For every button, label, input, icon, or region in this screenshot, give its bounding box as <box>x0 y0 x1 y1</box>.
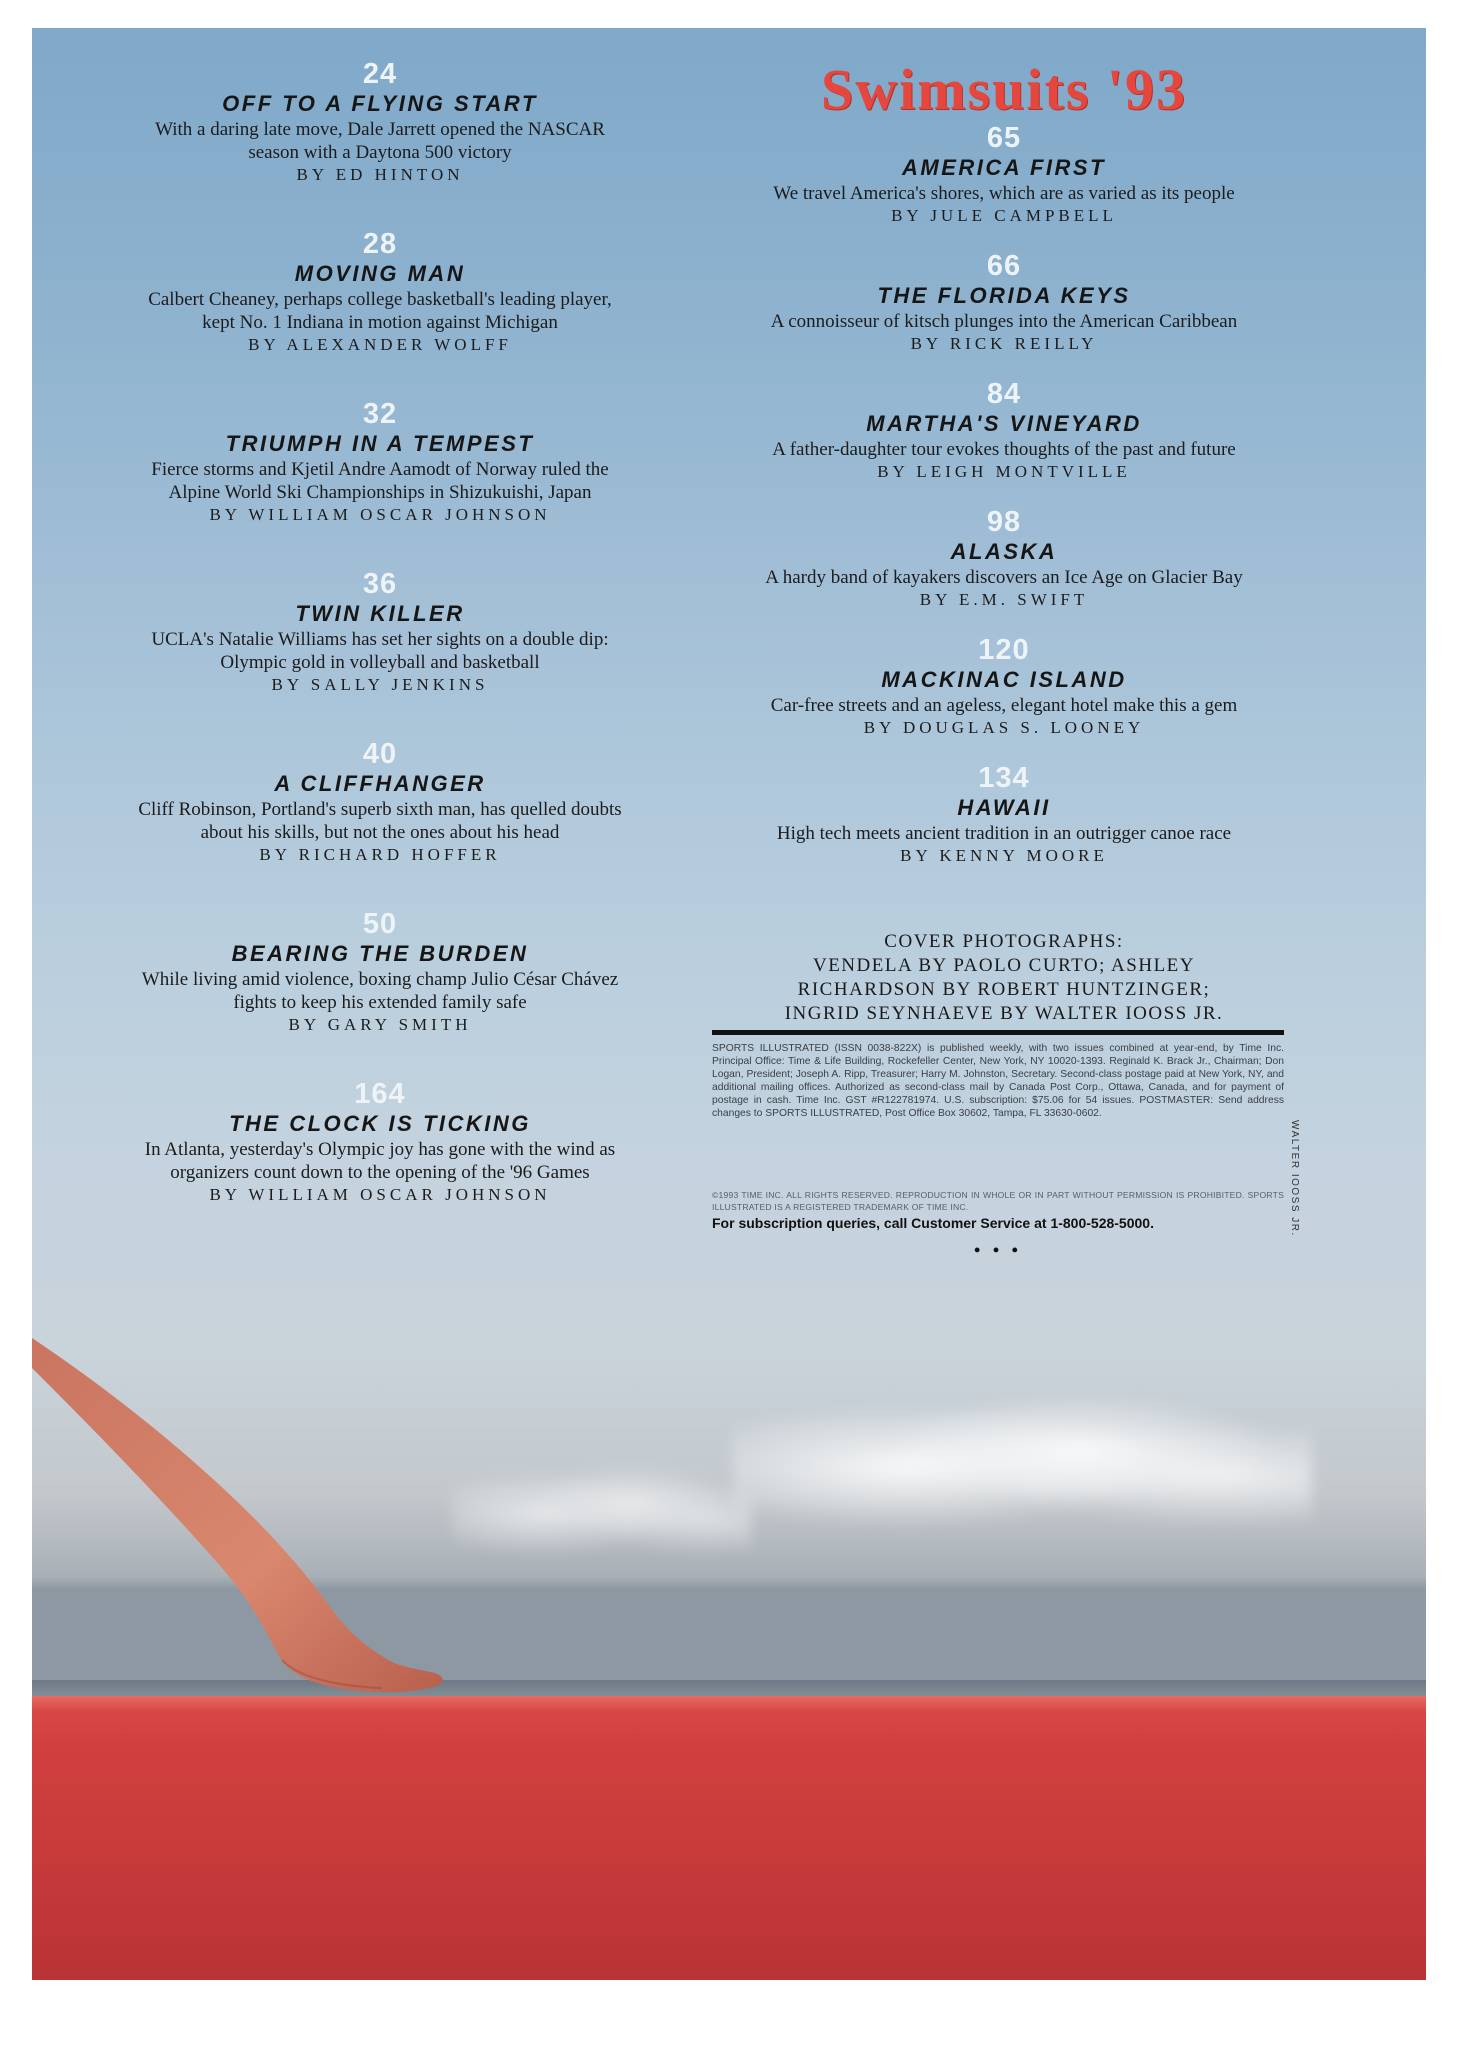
divider-rule <box>712 1030 1284 1035</box>
article-description: Car-free streets and an ageless, elegant hotel make this a gem <box>770 695 1238 716</box>
article-description: In Atlanta, yesterday's Olympic joy has gone with the wind as <box>144 1139 616 1160</box>
toc-entry <box>80 58 680 228</box>
article-byline: BY WILLIAM OSCAR JOHNSON <box>209 1185 551 1204</box>
cover-photographs-credit <box>704 930 1304 1026</box>
article-description: Fierce storms and Kjetil Andre Aamodt of Norway ruled the <box>151 459 609 480</box>
swimsuits-title: Swimsuits '93 <box>820 57 1187 122</box>
toc-entry <box>704 634 1304 762</box>
article-byline: BY GARY SMITH <box>288 1015 472 1034</box>
article-description: With a daring late move, Dale Jarrett opened the NASCAR <box>155 119 605 140</box>
ornament-dots: • • • <box>974 1240 1022 1260</box>
article-title: HAWAII <box>957 795 1051 820</box>
article-byline: BY WILLIAM OSCAR JOHNSON <box>209 505 551 524</box>
article-byline: BY RICHARD HOFFER <box>259 845 501 864</box>
page-number: 50 <box>362 908 398 940</box>
article-title: TWIN KILLER <box>295 601 465 626</box>
toc-entry <box>704 250 1304 378</box>
photo-credit: WALTER IOOSS JR. <box>1289 1120 1300 1237</box>
article-description: Olympic gold in volleyball and basketball <box>220 652 540 673</box>
red-wall <box>32 1696 1426 1980</box>
cloud-bank <box>732 1368 1312 1548</box>
article-title: TRIUMPH IN A TEMPEST <box>225 431 535 456</box>
page-number: 66 <box>986 250 1022 282</box>
cover-credit-line: VENDELA BY PAOLO CURTO; ASHLEY <box>812 955 1196 976</box>
leg-illustration <box>32 1288 592 1708</box>
page-number: 28 <box>362 228 398 260</box>
article-byline: BY ED HINTON <box>296 165 464 184</box>
article-byline: BY E.M. SWIFT <box>919 590 1089 609</box>
article-byline: BY JULE CAMPBELL <box>891 206 1117 225</box>
subscription-queries: For subscription queries, call Customer Service at 1-800-528-5000. <box>712 1215 1154 1231</box>
article-title: BEARING THE BURDEN <box>231 941 529 966</box>
page-number: 84 <box>986 378 1022 410</box>
page-number: 36 <box>362 568 398 600</box>
cover-credit-line: RICHARDSON BY ROBERT HUNTZINGER; <box>797 979 1211 1000</box>
article-description: High tech meets ancient tradition in an outrigger canoe race <box>776 823 1232 844</box>
page-number: 65 <box>986 122 1022 154</box>
page-number: 32 <box>362 398 398 430</box>
toc-entry <box>704 122 1304 250</box>
article-description: season with a Daytona 500 victory <box>248 142 512 163</box>
article-description: about his skills, but not the ones about his head <box>200 822 560 843</box>
article-title: A CLIFFHANGER <box>274 771 486 796</box>
article-title: MOVING MAN <box>294 261 466 286</box>
article-description: Cliff Robinson, Portland's superb sixth man, has quelled doubts <box>138 799 622 820</box>
toc-entry <box>80 398 680 568</box>
toc-entry <box>704 378 1304 506</box>
page-number: 164 <box>354 1078 406 1110</box>
toc-entry <box>80 908 680 1078</box>
article-description: A connoisseur of kitsch plunges into the American Caribbean <box>770 311 1238 332</box>
article-description: fights to keep his extended family safe <box>233 992 527 1013</box>
article-description: Alpine World Ski Championships in Shizukuishi, Japan <box>168 482 592 503</box>
table-of-contents-left <box>80 58 680 1248</box>
article-byline: BY SALLY JENKINS <box>271 675 489 694</box>
article-title: THE CLOCK IS TICKING <box>229 1111 531 1136</box>
toc-entry <box>704 762 1304 890</box>
article-description: A father-daughter tour evokes thoughts of the past and future <box>772 439 1236 460</box>
copyright-notice: ©1993 TIME INC. ALL RIGHTS RESERVED. REPRODUCTION IN WHOLE OR IN PART WITHOUT PERMISSION IS PROHIBITED. SPORTS ILLUSTRATED IS A REGISTERED TRADEMARK OF TIME INC. <box>712 1190 1284 1212</box>
toc-entry <box>80 228 680 398</box>
page-number: 134 <box>978 762 1030 794</box>
article-byline: BY ALEXANDER WOLFF <box>248 335 512 354</box>
toc-entry <box>80 738 680 908</box>
article-title: AMERICA FIRST <box>901 155 1106 180</box>
article-description: kept No. 1 Indiana in motion against Michigan <box>202 312 558 333</box>
article-description: A hardy band of kayakers discovers an Ice Age on Glacier Bay <box>765 567 1243 588</box>
page-number: 24 <box>362 58 398 90</box>
swimsuits-section <box>704 58 1304 890</box>
page-number: 40 <box>362 738 398 770</box>
article-description: UCLA's Natalie Williams has set her sights on a double dip: <box>151 629 609 650</box>
article-byline: BY DOUGLAS S. LOONEY <box>863 718 1145 737</box>
article-title: MACKINAC ISLAND <box>881 667 1127 692</box>
cover-credit-line: INGRID SEYNHAEVE BY WALTER IOOSS JR. <box>784 1003 1224 1024</box>
article-byline: BY KENNY MOORE <box>900 846 1108 865</box>
article-description: Calbert Cheaney, perhaps college basketball's leading player, <box>148 289 612 310</box>
page-number: 120 <box>978 634 1030 666</box>
page-number: 98 <box>986 506 1022 538</box>
toc-entry <box>704 506 1304 634</box>
toc-entry <box>80 1078 680 1248</box>
article-title: OFF TO A FLYING START <box>222 91 538 116</box>
cover-credit-line: COVER PHOTOGRAPHS: <box>884 931 1124 952</box>
article-title: THE FLORIDA KEYS <box>877 283 1131 308</box>
article-byline: BY RICK REILLY <box>910 334 1098 353</box>
article-title: MARTHA'S VINEYARD <box>866 411 1142 436</box>
article-description: While living amid violence, boxing champ Julio César Chávez <box>141 969 619 990</box>
masthead-fine-print: SPORTS ILLUSTRATED (ISSN 0038-822X) is published weekly, with two issues combined at year-end, by Time Inc. Principal Office: Time & Life Building, Rockefeller Center, New York, NY 10020-1393. Reginald K. Brack Jr., Chairman; Don Logan, President; Joseph A. Ripp, Treasurer; Harry M. Johnston, Secretary. Second-class postage paid at New York, NY, and additional mailing offices. Authorized as second-class mail by Canada Post Corp., Ottawa, Canada, and for payment of postage in cash. Time Inc. GST #R122781974. U.S. subscription: $75.06 for 54 issues. POSTMASTER: Send address changes to SPORTS ILLUSTRATED, Post Office Box 30602, Tampa, FL 33630-0602. <box>712 1043 1284 1119</box>
toc-entry <box>80 568 680 738</box>
article-title: ALASKA <box>950 539 1058 564</box>
article-description: We travel America's shores, which are as varied as its people <box>773 183 1235 204</box>
article-description: organizers count down to the opening of the '96 Games <box>170 1162 590 1183</box>
article-byline: BY LEIGH MONTVILLE <box>877 462 1131 481</box>
